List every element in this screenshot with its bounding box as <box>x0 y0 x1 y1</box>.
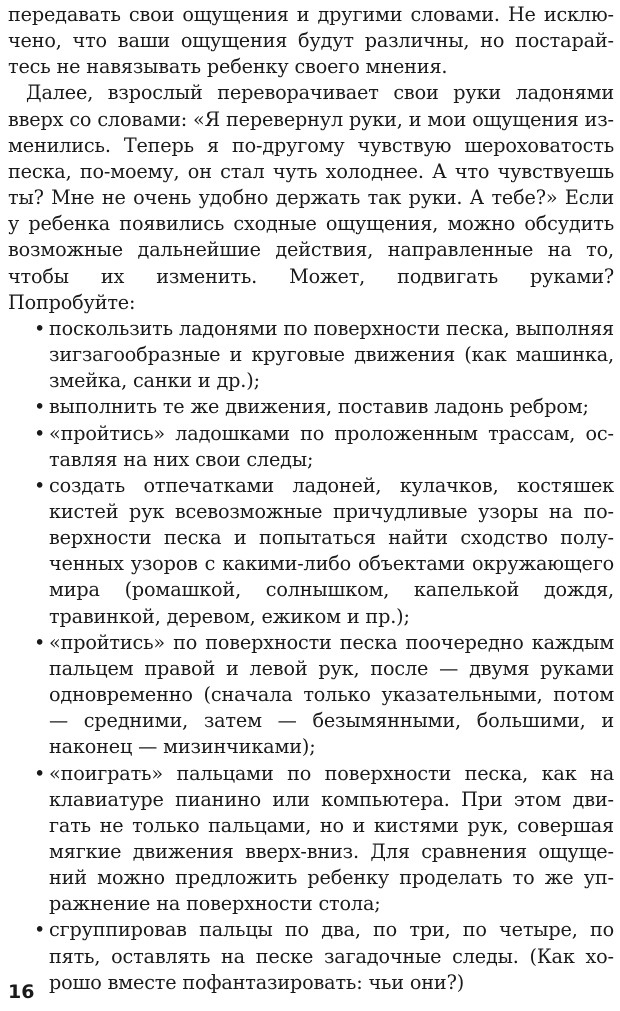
bullet-marker: • <box>34 473 46 497</box>
bullet-marker: • <box>34 316 46 340</box>
exercise-list <box>8 316 614 996</box>
list-item-text: создать отпечатками ладоней, кулачков, костяшек кистей рук всевозможные причудливые узоры на поверхности песка и попытаться найти сходство полученных узоров с какими-либо объектами окружающего мира (ромашкой, солнышком, капелькой дождя, травинкой, деревом, ежиком и пр.); <box>49 473 614 628</box>
list-item-text: «пройтись» по поверхности песка поочередно каждым пальцем правой и левой рук, после — двумя руками одновременно (сначала только указательными, потом — средними, затем — безымянными, большими, и наконец — мизинчиками); <box>49 630 614 759</box>
list-item <box>8 630 614 761</box>
list-item <box>8 917 614 995</box>
list-item <box>8 473 614 630</box>
list-item-text: поскользить ладонями по поверхности песка, выполняя зигзагообразные и круговые движения (как машинка, змейка, санки и др.); <box>49 316 614 393</box>
list-item <box>8 316 614 394</box>
page-number: 16 <box>8 981 35 1003</box>
list-item-text: «поиграть» пальцами по поверхности песка, как на клавиатуре пианино или компьютера. При этом двигать не только пальцами, но и кистями рук, совершая мягкие движения вверх-вниз. Для сравнения ощущений можно предложить ребенку проделать то же упражнение на поверхности стола; <box>49 761 614 916</box>
bullet-marker: • <box>34 918 46 942</box>
bullet-marker: • <box>34 630 46 654</box>
list-item <box>8 394 614 420</box>
bullet-marker: • <box>34 761 46 785</box>
bullet-marker: • <box>34 421 46 445</box>
bullet-marker: • <box>34 395 46 419</box>
paragraph-continuation: передавать свои ощущения и другими словами. Не исключено, что ваши ощущения будут различны, но постарайтесь не навязывать ребенку своего мнения. <box>8 3 614 79</box>
list-item-text: «пройтись» ладошками по проложенным трассам, оставляя на них свои следы; <box>49 421 614 471</box>
list-item <box>8 421 614 473</box>
paragraph-instructions: Далее, взрослый переворачивает свои руки ладонями вверх со словами: «Я перевернул руки, и мои ощущения изменились. Теперь я по-другому чувствую шероховатость песка, по-моему, он стал чуть холоднее. А что чувствуешь ты? Мне не очень удобно держать так руки. А тебе?» Если у ребенка появились сходные ощущения, можно обсудить возможные дальнейшие действия, направленные на то, чтобы их изменить. Может, подвигать руками? Попробуйте: <box>8 81 614 314</box>
list-item-text: выполнить те же движения, поставив ладонь ребром; <box>49 395 589 419</box>
page-body-text <box>8 2 614 996</box>
list-item <box>8 761 614 918</box>
list-item-text: сгруппировав пальцы по два, по три, по четыре, по пять, оставлять на песке загадочные следы. (Как хорошо вместе пофантазировать: чьи они?) <box>49 918 614 994</box>
